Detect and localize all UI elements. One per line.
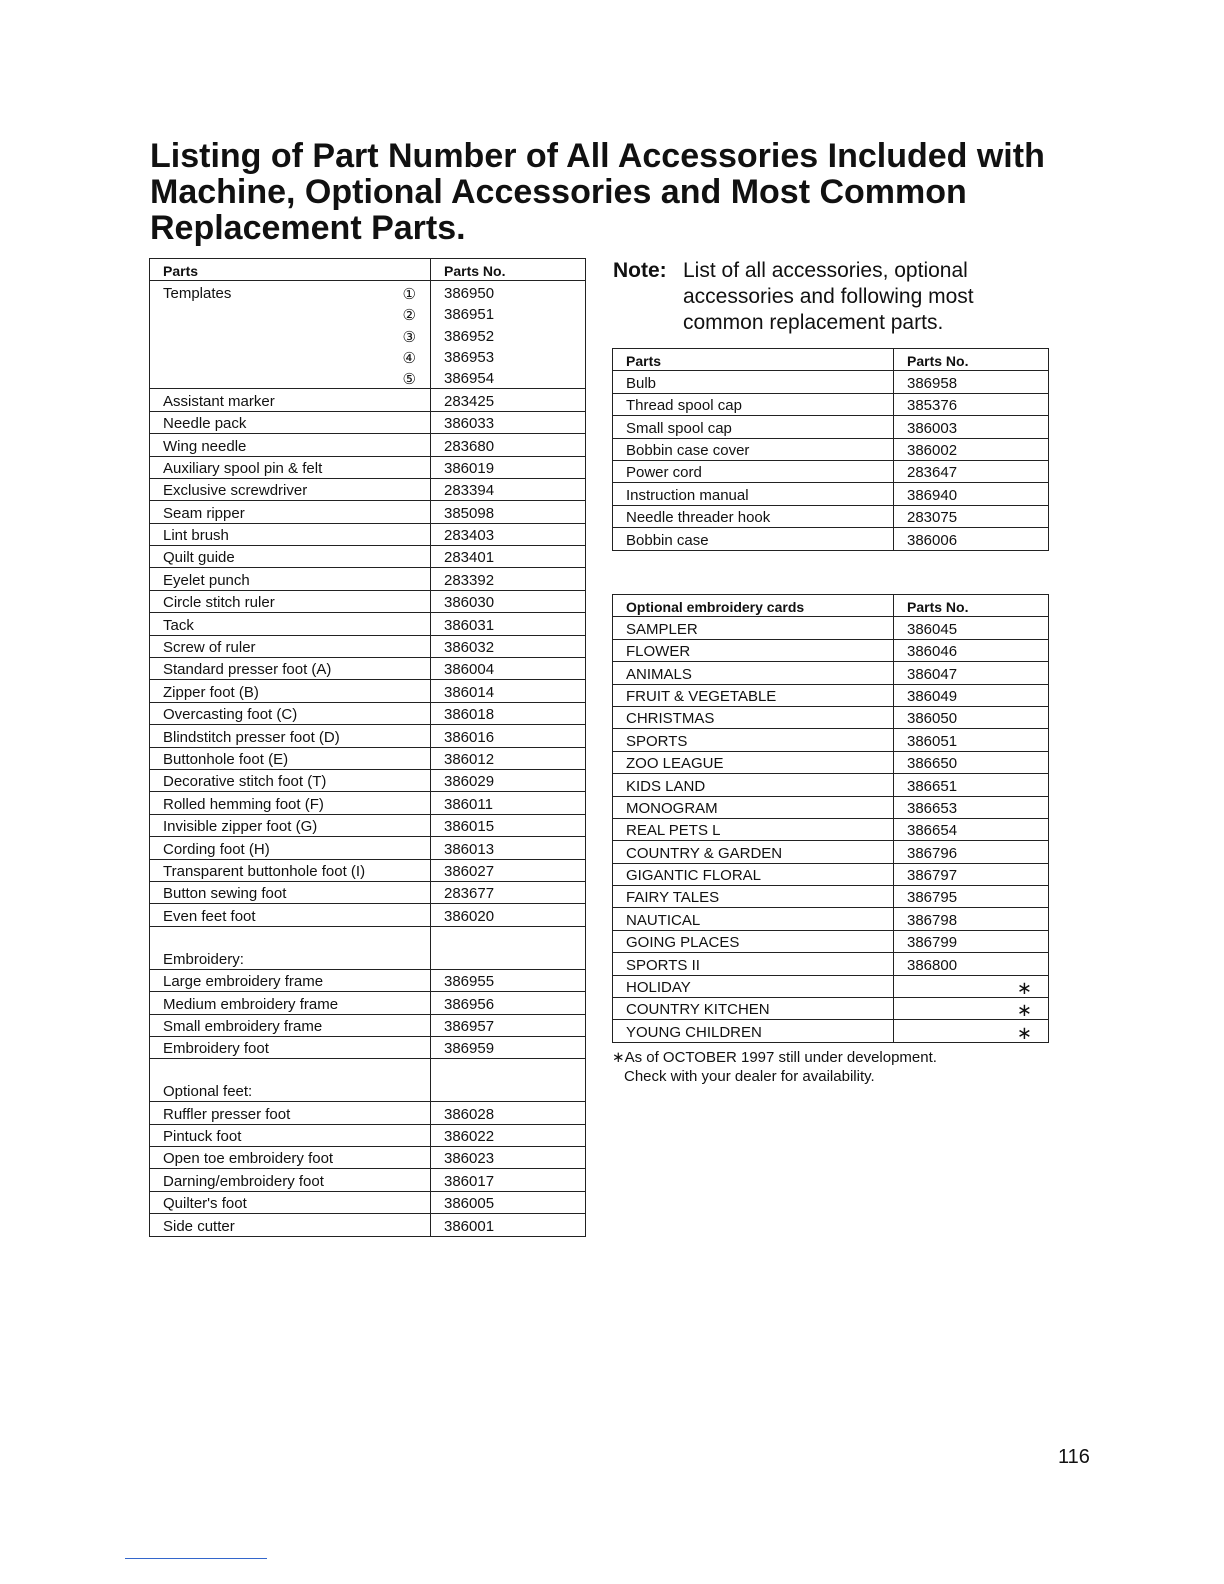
- table-row: [150, 546, 586, 568]
- table-row: [150, 456, 586, 478]
- part-name: Pintuck foot: [150, 1124, 431, 1146]
- table-row: [613, 706, 1049, 728]
- part-number: 386005: [431, 1191, 586, 1213]
- part-number: 386952: [431, 324, 586, 345]
- part-name: Tack: [150, 613, 431, 635]
- table-row: [613, 1020, 1049, 1042]
- part-name: Circle stitch ruler: [150, 590, 431, 612]
- templates-cell: [150, 281, 431, 303]
- optional-feet-heading: Optional feet:: [150, 1059, 431, 1102]
- table-row: [613, 818, 1049, 840]
- card-name: FRUIT & VEGETABLE: [613, 684, 894, 706]
- table-header-row: [150, 259, 586, 281]
- asterisk-mark: ∗: [894, 998, 1049, 1020]
- table-row: [150, 747, 586, 769]
- part-name: Open toe embroidery foot: [150, 1147, 431, 1169]
- table-row: [150, 1102, 586, 1124]
- table-row: [150, 478, 586, 500]
- part-name: Thread spool cap: [613, 393, 894, 415]
- table-row: [150, 367, 586, 389]
- card-name: GIGANTIC FLORAL: [613, 863, 894, 885]
- table-row: [613, 393, 1049, 415]
- table-row: [150, 568, 586, 590]
- part-number: 386798: [894, 908, 1049, 930]
- part-name: Even feet foot: [150, 904, 431, 926]
- table-row: [150, 1169, 586, 1191]
- part-number: 386031: [431, 613, 586, 635]
- card-name: SPORTS: [613, 729, 894, 751]
- part-number: 386017: [431, 1169, 586, 1191]
- card-name: FLOWER: [613, 639, 894, 661]
- table-row: [150, 346, 586, 367]
- part-number: 283647: [894, 460, 1049, 482]
- part-number: 386014: [431, 680, 586, 702]
- part-number: 283394: [431, 478, 586, 500]
- part-number: 386046: [894, 639, 1049, 661]
- part-number: 386023: [431, 1147, 586, 1169]
- part-number: 283680: [431, 434, 586, 456]
- card-name: FAIRY TALES: [613, 886, 894, 908]
- table-row: [150, 658, 586, 680]
- table-row: [613, 729, 1049, 751]
- part-name: Bobbin case cover: [613, 438, 894, 460]
- table-row: [613, 953, 1049, 975]
- part-number: 386030: [431, 590, 586, 612]
- part-name: Screw of ruler: [150, 635, 431, 657]
- part-number: 386033: [431, 411, 586, 433]
- part-number: 386006: [894, 528, 1049, 550]
- part-name: Small spool cap: [613, 416, 894, 438]
- part-name: Button sewing foot: [150, 881, 431, 903]
- part-number: 386950: [431, 281, 586, 303]
- asterisk-mark: ∗: [894, 1020, 1049, 1042]
- table-row: [613, 662, 1049, 684]
- templates-cell: [150, 346, 431, 367]
- part-number: 386032: [431, 635, 586, 657]
- part-number: 386003: [894, 416, 1049, 438]
- table-row: [613, 460, 1049, 482]
- part-number: 386954: [431, 367, 586, 389]
- part-number: 386045: [894, 617, 1049, 639]
- part-name: Invisible zipper foot (G): [150, 814, 431, 836]
- part-name: Needle threader hook: [613, 505, 894, 527]
- footnote-line-1: ∗As of OCTOBER 1997 still under development.: [612, 1049, 937, 1066]
- part-number: 386797: [894, 863, 1049, 885]
- part-name: Decorative stitch foot (T): [150, 769, 431, 791]
- part-number: 386011: [431, 792, 586, 814]
- column-header-parts-no: Parts No.: [894, 349, 1049, 371]
- note-label: Note:: [613, 259, 667, 282]
- card-name: COUNTRY KITCHEN: [613, 998, 894, 1020]
- part-number: 386018: [431, 702, 586, 724]
- table-row: [150, 814, 586, 836]
- card-name: ZOO LEAGUE: [613, 751, 894, 773]
- templates-cell: [150, 367, 431, 389]
- table-row: [150, 281, 586, 303]
- table-row: [150, 1014, 586, 1036]
- template-number: ③: [402, 327, 416, 346]
- templates-label: Templates: [163, 284, 232, 302]
- templates-cell: [150, 303, 431, 324]
- part-number: 283403: [431, 523, 586, 545]
- part-name: Medium embroidery frame: [150, 992, 431, 1014]
- part-number: 386050: [894, 706, 1049, 728]
- card-name: GOING PLACES: [613, 930, 894, 952]
- part-number: 386956: [431, 992, 586, 1014]
- table-row: [613, 930, 1049, 952]
- table-row: [150, 837, 586, 859]
- part-name: Quilt guide: [150, 546, 431, 568]
- table-row: [150, 992, 586, 1014]
- table-row: [150, 881, 586, 903]
- part-name: Blindstitch presser foot (D): [150, 725, 431, 747]
- part-name: Needle pack: [150, 411, 431, 433]
- note-text: List of all accessories, optional accessories and following most common replacement parts.: [683, 259, 974, 334]
- table-row: [150, 1124, 586, 1146]
- card-name: SAMPLER: [613, 617, 894, 639]
- column-header-cards: Optional embroidery cards: [613, 595, 894, 617]
- table-row: [150, 792, 586, 814]
- part-number: 385376: [894, 393, 1049, 415]
- table-header-row: [613, 595, 1049, 617]
- section-heading-row: [150, 926, 586, 969]
- part-number: 283425: [431, 389, 586, 411]
- part-name: Eyelet punch: [150, 568, 431, 590]
- table-row: [613, 639, 1049, 661]
- table-row: [613, 975, 1049, 997]
- table-row: [613, 528, 1049, 550]
- part-number: 386940: [894, 483, 1049, 505]
- table-row: [150, 859, 586, 881]
- template-number: ②: [402, 306, 416, 325]
- part-number: 386002: [894, 438, 1049, 460]
- templates-cell: [150, 324, 431, 345]
- part-number: 386029: [431, 769, 586, 791]
- embroidery-heading: Embroidery:: [150, 926, 431, 969]
- table-row: [150, 523, 586, 545]
- part-name: Auxiliary spool pin & felt: [150, 456, 431, 478]
- part-number: 386951: [431, 303, 586, 324]
- part-name: Darning/embroidery foot: [150, 1169, 431, 1191]
- table-row: [613, 751, 1049, 773]
- table-row: [613, 371, 1049, 393]
- table-row: [150, 769, 586, 791]
- table-row: [613, 684, 1049, 706]
- part-name: Rolled hemming foot (F): [150, 792, 431, 814]
- part-name: Wing needle: [150, 434, 431, 456]
- table-row: [150, 725, 586, 747]
- table-row: [613, 416, 1049, 438]
- card-name: NAUTICAL: [613, 908, 894, 930]
- table-row: [150, 324, 586, 345]
- table-row: [613, 505, 1049, 527]
- accessories-parts-table: [149, 258, 586, 1237]
- table-row: [150, 590, 586, 612]
- table-row: [613, 483, 1049, 505]
- footnote-line-2: Check with your dealer for availability.: [624, 1068, 875, 1085]
- card-name: ANIMALS: [613, 662, 894, 684]
- part-number: 283401: [431, 546, 586, 568]
- table-row: [150, 635, 586, 657]
- part-name: Assistant marker: [150, 389, 431, 411]
- part-name: Seam ripper: [150, 501, 431, 523]
- table-row: [613, 998, 1049, 1020]
- part-name: Large embroidery frame: [150, 969, 431, 991]
- part-name: Bobbin case: [613, 528, 894, 550]
- part-name: Quilter's foot: [150, 1191, 431, 1213]
- part-name: Instruction manual: [613, 483, 894, 505]
- part-number: 386799: [894, 930, 1049, 952]
- empty-cell: [431, 1059, 586, 1102]
- part-number: 386957: [431, 1014, 586, 1036]
- part-number: 283075: [894, 505, 1049, 527]
- part-number: 386049: [894, 684, 1049, 706]
- card-name: KIDS LAND: [613, 774, 894, 796]
- part-number: 386004: [431, 658, 586, 680]
- embroidery-cards-table: [612, 594, 1049, 1043]
- part-number: 386047: [894, 662, 1049, 684]
- part-name: Embroidery foot: [150, 1036, 431, 1058]
- part-number: 386013: [431, 837, 586, 859]
- part-name: Ruffler presser foot: [150, 1102, 431, 1124]
- part-number: 386020: [431, 904, 586, 926]
- footnote: [612, 1048, 1032, 1086]
- table-row: [150, 969, 586, 991]
- part-number: 386651: [894, 774, 1049, 796]
- part-number: 385098: [431, 501, 586, 523]
- card-name: HOLIDAY: [613, 975, 894, 997]
- part-number: 386015: [431, 814, 586, 836]
- table-row: [150, 389, 586, 411]
- part-number: 386796: [894, 841, 1049, 863]
- part-name: Cording foot (H): [150, 837, 431, 859]
- part-name: Small embroidery frame: [150, 1014, 431, 1036]
- template-number: ④: [402, 348, 416, 367]
- part-number: 386051: [894, 729, 1049, 751]
- part-name: Exclusive screwdriver: [150, 478, 431, 500]
- template-number: ①: [402, 284, 416, 303]
- part-number: 386012: [431, 747, 586, 769]
- table-row: [613, 886, 1049, 908]
- part-number: 386028: [431, 1102, 586, 1124]
- table-row: [150, 434, 586, 456]
- table-row: [150, 501, 586, 523]
- card-name: CHRISTMAS: [613, 706, 894, 728]
- table-row: [613, 617, 1049, 639]
- card-name: REAL PETS L: [613, 818, 894, 840]
- part-number: 386953: [431, 346, 586, 367]
- table-row: [150, 1191, 586, 1213]
- card-name: SPORTS II: [613, 953, 894, 975]
- part-number: 386654: [894, 818, 1049, 840]
- card-name: YOUNG CHILDREN: [613, 1020, 894, 1042]
- table-row: [613, 774, 1049, 796]
- table-row: [613, 796, 1049, 818]
- part-number: 386001: [431, 1214, 586, 1236]
- column-header-parts-no: Parts No.: [894, 595, 1049, 617]
- part-number: 386016: [431, 725, 586, 747]
- column-header-parts-no: Parts No.: [431, 259, 586, 281]
- table-row: [150, 680, 586, 702]
- part-name: Overcasting foot (C): [150, 702, 431, 724]
- template-number: ⑤: [402, 370, 416, 389]
- page-number: 116: [1058, 1446, 1090, 1468]
- table-row: [150, 1147, 586, 1169]
- table-row: [613, 863, 1049, 885]
- replacement-parts-table: [612, 348, 1049, 551]
- part-number: 386019: [431, 456, 586, 478]
- column-header-parts: Parts: [613, 349, 894, 371]
- page-title: Listing of Part Number of All Accessories Included with Machine, Optional Accessories and Most Common Replacement Parts.: [150, 137, 1045, 247]
- part-number: 386022: [431, 1124, 586, 1146]
- part-name: Standard presser foot (A): [150, 658, 431, 680]
- card-name: COUNTRY & GARDEN: [613, 841, 894, 863]
- part-number: 386027: [431, 859, 586, 881]
- asterisk-mark: ∗: [894, 975, 1049, 997]
- part-name: Zipper foot (B): [150, 680, 431, 702]
- part-number: 386958: [894, 371, 1049, 393]
- section-heading-row: [150, 1059, 586, 1102]
- part-number: 283677: [431, 881, 586, 903]
- card-name: MONOGRAM: [613, 796, 894, 818]
- table-row: [150, 1036, 586, 1058]
- footer-rule: [125, 1558, 267, 1559]
- table-row: [150, 1214, 586, 1236]
- column-header-parts: Parts: [150, 259, 431, 281]
- part-number: 386959: [431, 1036, 586, 1058]
- table-row: [613, 908, 1049, 930]
- part-number: 386795: [894, 886, 1049, 908]
- part-name: Side cutter: [150, 1214, 431, 1236]
- part-number: 386650: [894, 751, 1049, 773]
- table-row: [150, 411, 586, 433]
- part-name: Power cord: [613, 460, 894, 482]
- table-row: [613, 438, 1049, 460]
- empty-cell: [431, 926, 586, 969]
- part-name: Bulb: [613, 371, 894, 393]
- table-header-row: [613, 349, 1049, 371]
- table-row: [613, 841, 1049, 863]
- table-row: [150, 904, 586, 926]
- part-name: Lint brush: [150, 523, 431, 545]
- table-row: [150, 613, 586, 635]
- table-row: [150, 702, 586, 724]
- part-name: Buttonhole foot (E): [150, 747, 431, 769]
- table-row: [150, 303, 586, 324]
- part-number: 386800: [894, 953, 1049, 975]
- part-number: 386955: [431, 969, 586, 991]
- part-name: Transparent buttonhole foot (I): [150, 859, 431, 881]
- part-number: 283392: [431, 568, 586, 590]
- part-number: 386653: [894, 796, 1049, 818]
